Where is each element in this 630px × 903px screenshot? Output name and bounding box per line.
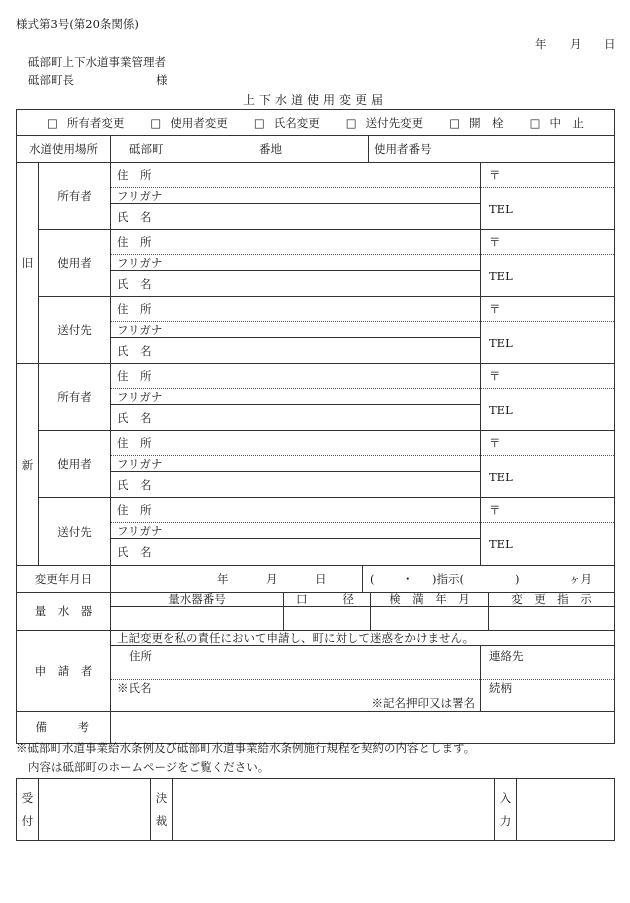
name-label: 氏 名: [117, 343, 152, 358]
furigana-label: フリガナ: [117, 255, 163, 270]
old-recipient-tel-field[interactable]: [481, 322, 615, 364]
checkbox-icon[interactable]: □: [345, 115, 357, 130]
meter-instruction-field[interactable]: [489, 607, 615, 631]
name-label: 氏 名: [117, 477, 152, 492]
postal-mark: 〒: [489, 503, 501, 517]
change-date-year-label: 年: [217, 571, 229, 586]
water-location-field[interactable]: [111, 136, 369, 162]
furigana-label: フリガナ: [117, 456, 163, 471]
new-user-postal-field[interactable]: [481, 431, 615, 456]
meter-instruction-label: 変 更 指 示: [511, 592, 592, 607]
change-date-label: 変更年月日: [34, 571, 93, 586]
new-owner-furigana-field[interactable]: [111, 389, 481, 405]
old-user-furigana-field[interactable]: [111, 255, 481, 271]
signature-note: ※記名押印又は署名: [371, 695, 475, 710]
meter-table: [16, 593, 615, 632]
meter-expiry-label: 検 満 年 月: [389, 592, 470, 607]
old-recipient-postal-field[interactable]: [481, 297, 615, 322]
reception-stamp-field[interactable]: [39, 779, 151, 841]
applicant-statement-cell: [111, 631, 615, 645]
instruction-label: )指示(: [432, 571, 464, 586]
submit-date-day-label: 日: [604, 37, 616, 51]
approval-label: [151, 779, 172, 833]
address-label: 住 所: [117, 369, 152, 383]
change-type-recipient[interactable]: [346, 116, 423, 130]
input-label-cell: [495, 779, 517, 841]
water-location-content: [111, 136, 368, 161]
user-number-field[interactable]: [369, 136, 615, 162]
address-label: 住 所: [117, 235, 152, 249]
applicant-relation-field[interactable]: [481, 679, 615, 711]
change-type-stop[interactable]: [530, 116, 584, 130]
change-date-row: [17, 566, 615, 592]
remarks-label: 備 考: [35, 720, 92, 735]
old-owner-tel-field[interactable]: [481, 188, 615, 230]
instruction-period-field[interactable]: [363, 566, 615, 592]
input-char-1: 入: [499, 791, 512, 805]
checkbox-icon[interactable]: □: [449, 115, 461, 130]
old-recipient-address-field[interactable]: [111, 297, 481, 322]
section-old-label: 旧: [21, 255, 34, 270]
new-owner-address-field[interactable]: [111, 364, 481, 389]
furigana-label: フリガナ: [117, 523, 163, 538]
remarks-field[interactable]: [111, 712, 615, 744]
reception-char-1: 受: [21, 791, 34, 805]
applicant-address-field[interactable]: [111, 645, 481, 679]
old-owner-furigana-field[interactable]: [111, 188, 481, 204]
section-new-label: 新: [21, 457, 34, 472]
honorific-sama: 様: [156, 73, 168, 87]
remarks-row: [17, 712, 615, 744]
name-label: 氏 名: [117, 545, 152, 559]
remarks-label-cell: [17, 712, 111, 744]
tel-label: TEL: [489, 268, 513, 283]
change-type-cell: [17, 110, 615, 136]
addressee-manager: 砥部町上下水道事業管理者: [28, 55, 166, 69]
old-user-name-field[interactable]: [111, 271, 481, 297]
approval-label-cell: [151, 779, 173, 841]
input-stamp-field[interactable]: [517, 779, 615, 841]
section-new: [17, 364, 39, 566]
old-recipient-role-label: 送付先: [57, 323, 92, 337]
change-type-owner[interactable]: [47, 116, 124, 130]
approval-char-2: 裁: [155, 814, 168, 828]
address-label: 住 所: [117, 436, 152, 450]
applicant-contact-label: 連絡先: [489, 648, 524, 663]
checkbox-icon[interactable]: □: [150, 115, 162, 130]
old-owner-address-row: [17, 163, 615, 188]
postal-mark: 〒: [489, 369, 501, 383]
change-type-row: [17, 110, 615, 136]
new-recipient-address-row: [17, 498, 615, 523]
change-type-name-label: 氏名変更: [273, 115, 320, 130]
submit-date-month-label: 月: [570, 37, 582, 51]
postal-mark: 〒: [489, 235, 501, 249]
change-type-name[interactable]: [254, 116, 320, 130]
reception-label-cell: [17, 779, 39, 841]
office-use-row: [17, 779, 615, 841]
contract-note: ※砥部町水道事業給水条例及び砥部町水道事業給水条例施行規程を契約の内容とします。: [16, 741, 476, 755]
name-label: 氏 名: [117, 276, 152, 291]
new-recipient-furigana-field[interactable]: [111, 523, 481, 539]
change-date-day-label: 日: [315, 571, 327, 586]
change-type-options: [17, 116, 614, 130]
applicant-name-content: [111, 680, 480, 711]
new-user-tel-field[interactable]: [481, 456, 615, 498]
months-unit-label: ヶ月: [569, 571, 592, 586]
new-owner-tel-field[interactable]: [481, 389, 615, 431]
applicant-table: [16, 631, 615, 712]
input-label: [495, 779, 516, 833]
applicant-statement-row: [17, 631, 615, 645]
meter-expiry-header: [371, 593, 489, 607]
office-use-table: [16, 778, 615, 841]
meter-diameter-field[interactable]: [284, 607, 371, 631]
new-recipient-role-cell: [39, 498, 111, 566]
name-label: 氏 名: [117, 209, 152, 224]
meter-diameter-label: 口 径: [296, 592, 358, 607]
new-user-furigana-field[interactable]: [111, 456, 481, 472]
checkbox-icon[interactable]: □: [529, 115, 541, 130]
addressee-mayor: 砥部町長: [28, 73, 74, 87]
location-table: [16, 136, 615, 163]
water-location-label-cell: [17, 136, 111, 162]
meter-label: 量 水 器: [34, 604, 93, 619]
change-type-user[interactable]: [150, 116, 227, 130]
tel-label: TEL: [489, 469, 513, 484]
new-user-role-label: 使用者: [57, 457, 92, 471]
new-owner-role-cell: [39, 364, 111, 431]
submit-date-year-label: 年: [535, 37, 547, 51]
meter-header-row: [17, 593, 615, 607]
office-use-area: [16, 778, 614, 841]
tel-label: TEL: [489, 201, 513, 216]
date-separator-dot: ・: [402, 571, 414, 586]
postal-mark: 〒: [489, 167, 501, 182]
new-user-address-field[interactable]: [111, 431, 481, 456]
name-label: 氏 名: [117, 410, 152, 425]
change-type-open-tap[interactable]: [449, 116, 503, 130]
homepage-note: 内容は砥部町のホームページをご覧ください。: [28, 760, 270, 774]
water-location-label: 水道使用場所: [29, 141, 98, 156]
applicant-relation-label: 続柄: [489, 680, 512, 695]
old-owner-address-field[interactable]: [111, 163, 481, 188]
old-user-role-cell: [39, 230, 111, 297]
form-title: 上下水道使用変更届: [243, 93, 388, 107]
tel-label: TEL: [489, 537, 513, 551]
meter-number-field[interactable]: [111, 607, 284, 631]
new-recipient-role-label: 送付先: [57, 524, 92, 539]
postal-mark: 〒: [489, 302, 501, 316]
old-recipient-address-row: [17, 297, 615, 322]
old-owner-role-label: 所有者: [57, 188, 92, 203]
change-type-stop-label: 中 止: [549, 115, 584, 130]
old-owner-postal-field[interactable]: [481, 163, 615, 188]
new-recipient-tel-field[interactable]: [481, 523, 615, 566]
meter-diameter-header: [284, 593, 371, 607]
town-name: 砥部町: [129, 141, 164, 156]
meter-number-label: 量水器番号: [168, 592, 226, 607]
user-number-label: 使用者番号: [374, 141, 432, 156]
address-label: 住 所: [117, 503, 152, 517]
new-owner-address-row: [17, 364, 615, 389]
old-user-address-field[interactable]: [111, 230, 481, 255]
meter-expiry-field[interactable]: [371, 607, 489, 631]
applicant-statement: 上記変更を私の責任において申請し、町に対して迷惑をかけません。: [117, 631, 475, 645]
approval-char-1: 決: [155, 791, 168, 805]
change-date-label-cell: [17, 566, 111, 592]
new-owner-role-label: 所有者: [57, 390, 92, 404]
approval-stamp-field[interactable]: [173, 779, 495, 841]
checkbox-icon[interactable]: □: [47, 115, 58, 130]
lot-number-suffix: 番地: [259, 141, 282, 156]
instruction-period-content: [363, 566, 614, 591]
applicant-label-cell: [17, 631, 111, 711]
old-owner-role-cell: [39, 163, 111, 230]
postal-mark: 〒: [489, 436, 501, 450]
open-paren: (: [370, 571, 375, 586]
change-type-open-tap-label: 開 栓: [469, 115, 504, 130]
change-date-month-label: 月: [266, 571, 278, 586]
old-owner-name-field[interactable]: [111, 204, 481, 230]
new-user-address-row: [17, 431, 615, 456]
applicant-name-label: ※氏名: [117, 680, 152, 695]
furigana-label: フリガナ: [117, 389, 163, 404]
new-user-name-field[interactable]: [111, 472, 481, 498]
applicant-address-label: 住所: [129, 648, 152, 663]
address-label: 住 所: [117, 302, 152, 316]
old-user-postal-field[interactable]: [481, 230, 615, 255]
checkbox-icon[interactable]: □: [253, 115, 265, 130]
meter-instruction-header: [489, 593, 615, 607]
old-recipient-role-cell: [39, 297, 111, 364]
furigana-label: フリガナ: [117, 188, 163, 203]
reception-char-2: 付: [21, 814, 34, 828]
close-paren: ): [515, 571, 520, 586]
new-owner-postal-field[interactable]: [481, 364, 615, 389]
applicant-label: 申 請 者: [34, 663, 93, 678]
remarks-table: [16, 712, 615, 745]
change-type-user-label: 使用者変更: [170, 115, 228, 130]
applicant-name-field[interactable]: [111, 679, 481, 711]
new-recipient-postal-field[interactable]: [481, 498, 615, 523]
old-recipient-name-field[interactable]: [111, 338, 481, 364]
change-date-content: [111, 566, 362, 591]
application-form-table: [16, 109, 614, 744]
parties-table: [16, 163, 615, 567]
reception-label: [17, 779, 38, 833]
old-user-role-label: 使用者: [57, 256, 92, 270]
meter-number-header: [111, 593, 284, 607]
furigana-label: フリガナ: [117, 322, 163, 337]
change-type-recipient-label: 送付先変更: [365, 115, 424, 130]
change-type-owner-label: 所有者変更: [66, 115, 125, 130]
address-label: 住 所: [117, 167, 152, 182]
new-recipient-name-field[interactable]: [111, 539, 481, 566]
change-date-table: [16, 566, 615, 593]
tel-label: TEL: [489, 402, 513, 417]
old-recipient-furigana-field[interactable]: [111, 322, 481, 338]
tel-label: TEL: [489, 335, 513, 350]
old-user-address-row: [17, 230, 615, 255]
new-recipient-address-field[interactable]: [111, 498, 481, 523]
change-type-table: [16, 109, 615, 136]
new-owner-name-field[interactable]: [111, 405, 481, 431]
change-date-field[interactable]: [111, 566, 363, 592]
location-row: [17, 136, 615, 162]
old-user-tel-field[interactable]: [481, 255, 615, 297]
input-char-2: 力: [499, 814, 512, 828]
applicant-contact-field[interactable]: [481, 645, 615, 679]
form-number: 様式第3号(第20条関係): [16, 17, 139, 31]
new-user-role-cell: [39, 431, 111, 498]
section-old: [17, 163, 39, 364]
meter-label-cell: [17, 593, 111, 631]
